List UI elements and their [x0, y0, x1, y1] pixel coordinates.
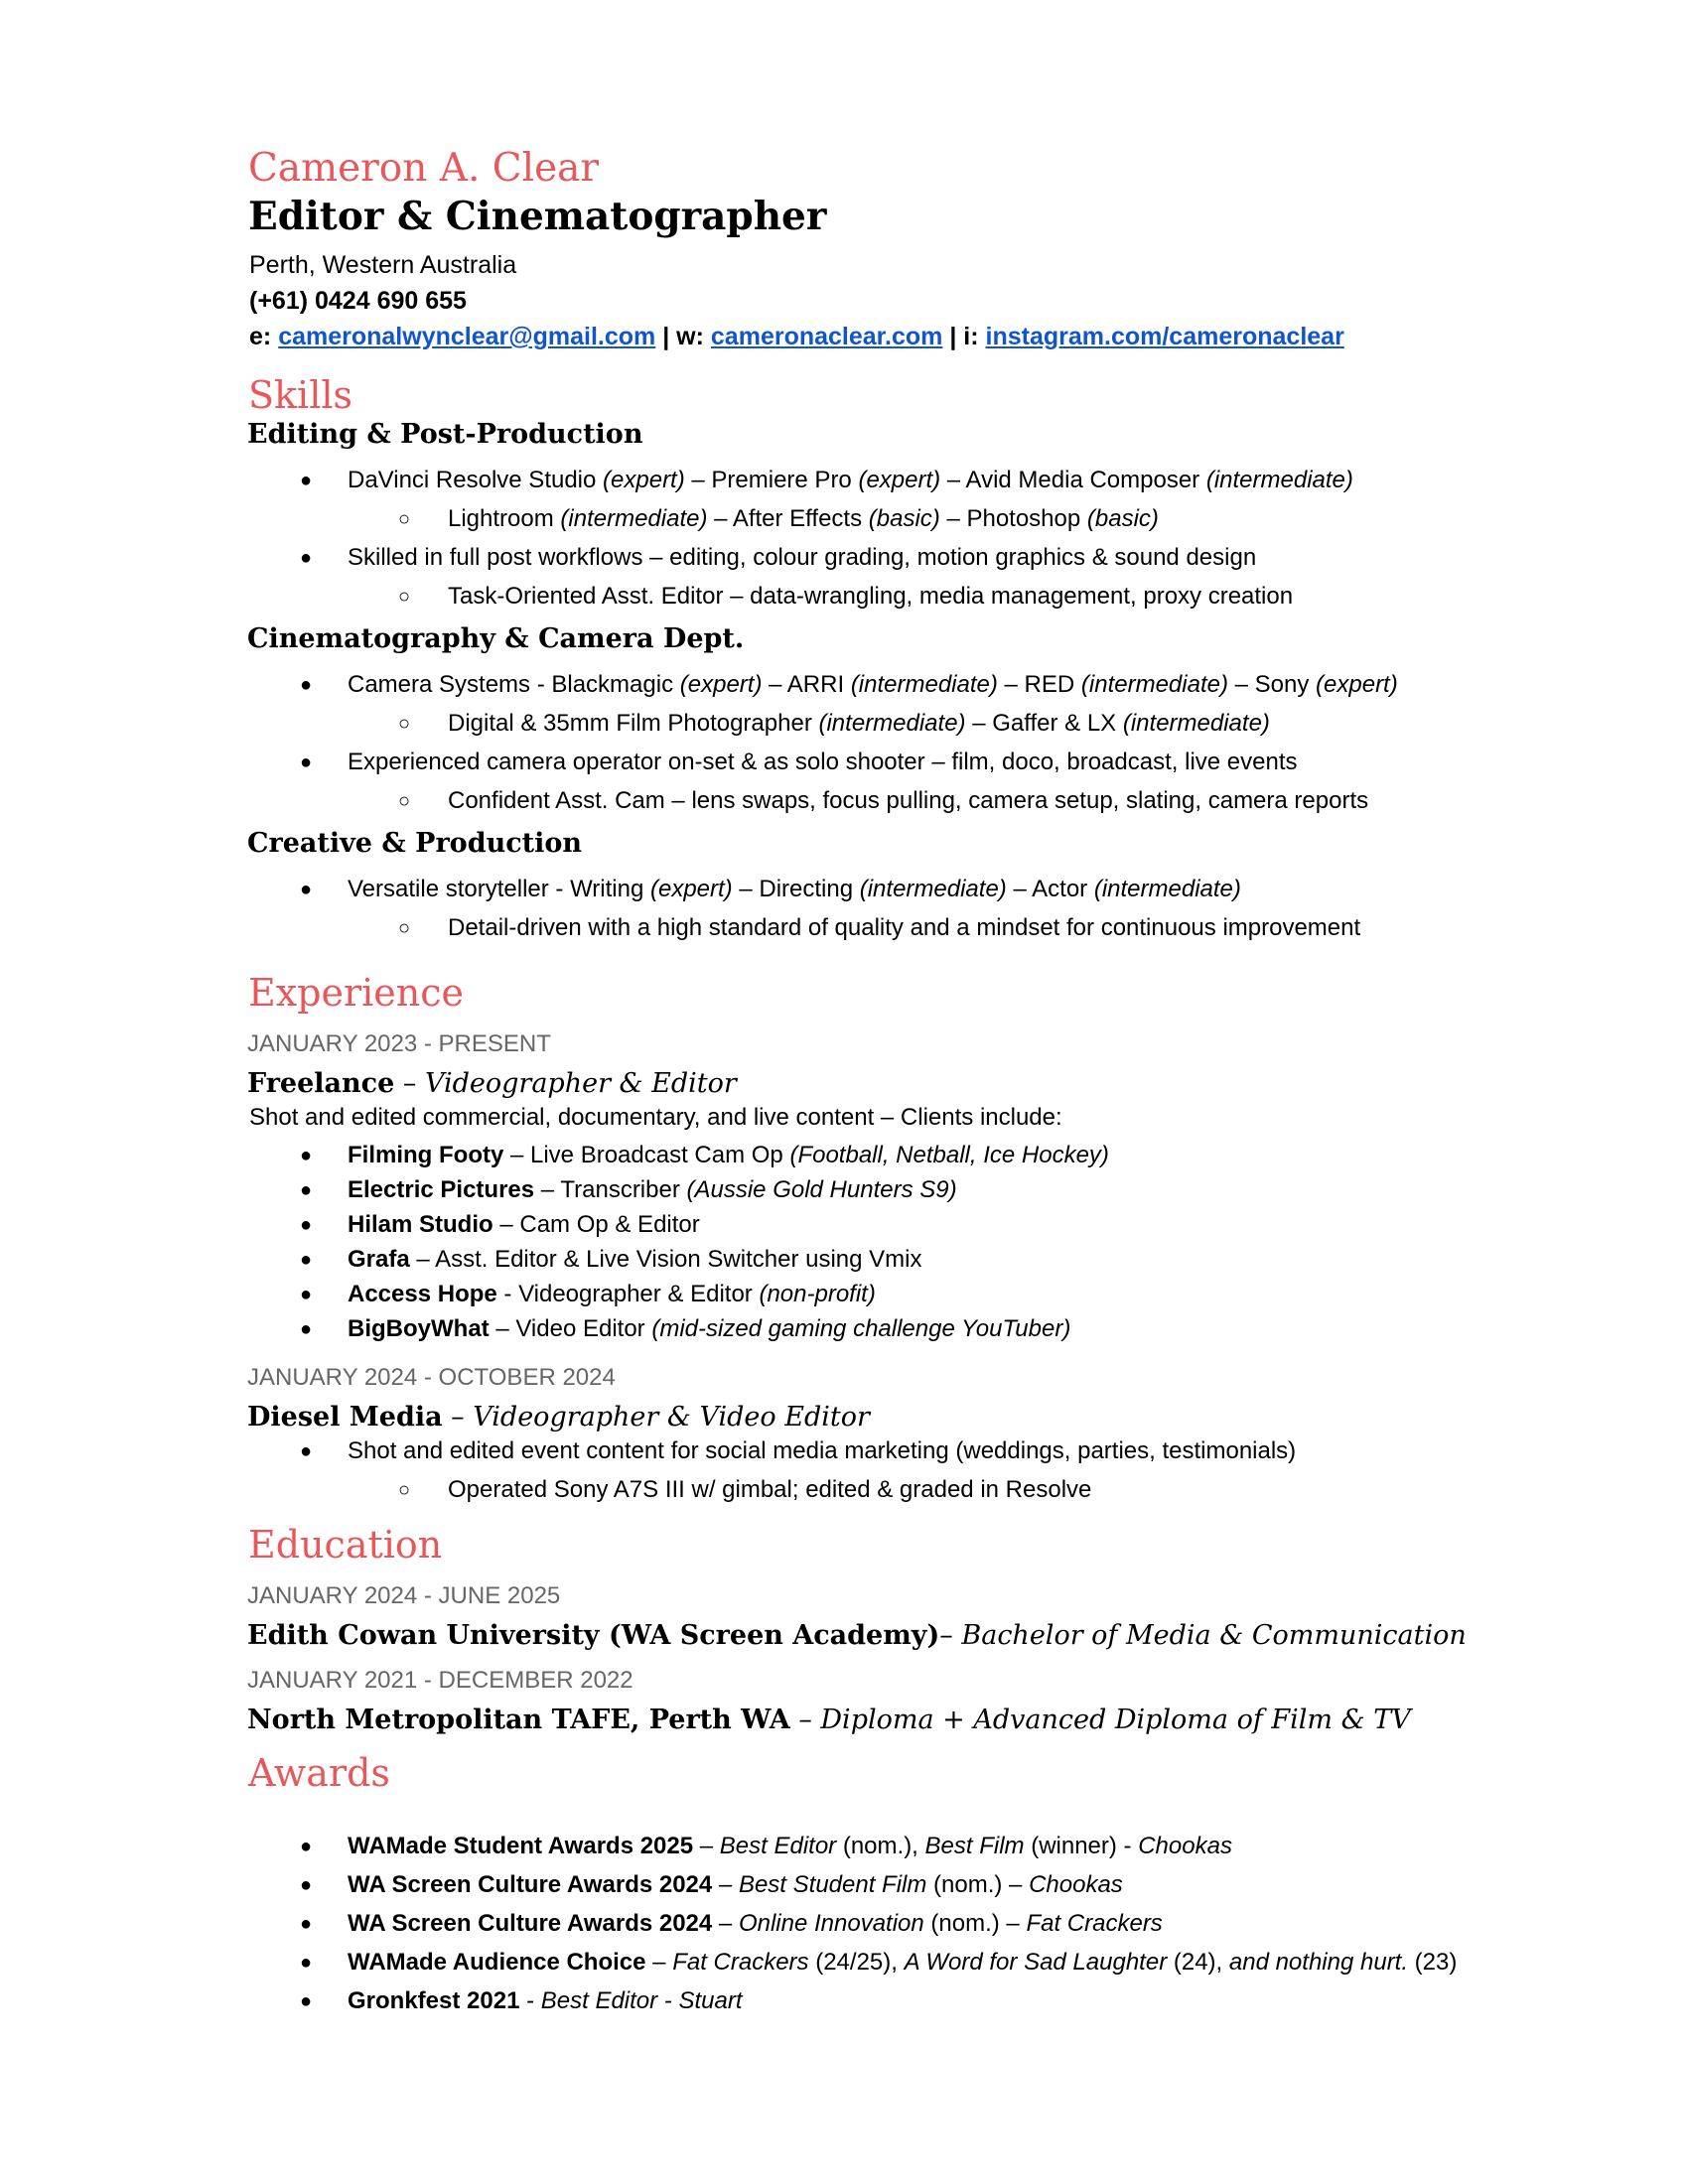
bullet-icon: ●	[300, 1836, 313, 1857]
list-item	[398, 912, 1361, 944]
client-name: BigBoyWhat	[348, 1315, 490, 1342]
award-name: WAMade Audience Choice	[348, 1949, 646, 1976]
skill-text: Confident Asst. Cam – lens swaps, focus pulling, camera setup, slating, camera reports	[448, 787, 1369, 814]
award-text: –	[645, 1949, 673, 1976]
bullet-icon: ●	[300, 751, 313, 773]
skill-text: Camera Systems - Blackmagic	[348, 671, 680, 698]
list-item	[300, 1313, 1071, 1345]
job-title-line	[247, 1400, 870, 1435]
award-name: WAMade Student Awards 2025	[348, 1833, 694, 1859]
separator: –	[394, 1068, 425, 1099]
award-text: (nom.) –	[926, 1871, 1030, 1898]
separator: –	[442, 1402, 474, 1433]
skill-text: Versatile storyteller - Writing	[348, 876, 650, 902]
award-text: -	[519, 1987, 541, 2014]
award-text: (nom.) –	[923, 1910, 1027, 1937]
skill-text: – RED	[997, 671, 1081, 698]
client-role: – Asst. Editor & Live Vision Switcher using Vmix	[409, 1246, 922, 1273]
award-film: A Word for Sad Laughter	[904, 1949, 1168, 1976]
job-dates: JANUARY 2024 - OCTOBER 2024	[247, 1364, 616, 1391]
bullet-icon: ●	[300, 1179, 313, 1201]
skill-text: Digital & 35mm Film Photographer	[448, 710, 819, 737]
skill-level: (intermediate)	[1122, 710, 1270, 737]
skill-text: – Photoshop	[939, 505, 1087, 532]
creative-heading: Creative & Production	[247, 828, 583, 859]
education-dates: JANUARY 2024 - JUNE 2025	[247, 1582, 561, 1609]
list-item	[300, 1140, 1109, 1171]
bullet-icon: ●	[300, 1318, 313, 1340]
client-role: - Videographer & Editor	[496, 1281, 760, 1307]
sub-bullet-icon: ○	[398, 1479, 411, 1501]
award-category: Best Student Film	[738, 1871, 927, 1898]
list-item	[398, 503, 1159, 535]
skill-text: Task-Oriented Asst. Editor – data-wrangling, media management, proxy creation	[448, 583, 1294, 610]
list-item	[398, 581, 1294, 613]
skill-text: Detail-driven with a high standard of quality and a mindset for continuous improvement	[448, 914, 1361, 941]
web-label: | w:	[662, 323, 704, 350]
list-item	[300, 542, 1257, 574]
website-link[interactable]: cameronaclear.com	[710, 323, 943, 350]
skill-level: (intermediate)	[1080, 671, 1228, 698]
skill-level: (expert)	[858, 467, 941, 493]
client-name: Hilam Studio	[348, 1211, 493, 1238]
client-name: Grafa	[348, 1246, 410, 1273]
list-item	[300, 1831, 1232, 1862]
skill-level: (intermediate)	[818, 710, 966, 737]
contact-line	[249, 320, 1344, 353]
skill-level: (expert)	[679, 671, 763, 698]
company: Freelance	[247, 1068, 395, 1099]
experience-heading: Experience	[248, 971, 465, 1015]
skill-text: Experienced camera operator on-set & as solo shooter – film, doco, broadcast, live events	[348, 749, 1298, 775]
award-film: Fat Crackers	[1026, 1910, 1163, 1937]
bullet-icon: ●	[300, 1913, 313, 1935]
award-text: (winner) -	[1024, 1833, 1139, 1859]
award-text: (23)	[1408, 1949, 1458, 1976]
bullet-icon: ●	[300, 879, 313, 900]
client-role: – Video Editor	[489, 1315, 652, 1342]
bullet-icon: ●	[300, 547, 313, 569]
client-name: Filming Footy	[348, 1142, 504, 1168]
separator: –	[939, 1620, 962, 1651]
client-note: (mid-sized gaming challenge YouTuber)	[651, 1315, 1071, 1342]
list-item	[300, 669, 1398, 701]
sub-bullet-icon: ○	[398, 508, 411, 530]
client-note: (Football, Netball, Ice Hockey)	[789, 1142, 1109, 1168]
phone: (+61) 0424 690 655	[249, 287, 467, 315]
client-role: – Cam Op & Editor	[492, 1211, 700, 1238]
skill-text: – ARRI	[762, 671, 851, 698]
job-dates: JANUARY 2023 - PRESENT	[247, 1030, 551, 1057]
client-role: – Transcriber	[534, 1176, 687, 1203]
client-role: – Live Broadcast Cam Op	[503, 1142, 790, 1168]
list-item	[300, 1985, 743, 2017]
email-label: e:	[249, 323, 272, 350]
skill-level: (expert)	[649, 876, 733, 902]
instagram-label: | i:	[949, 323, 979, 350]
list-item	[300, 1947, 1458, 1979]
degree: Diploma + Advanced Diploma of Film & TV	[820, 1705, 1411, 1735]
award-text: –	[693, 1833, 720, 1859]
sub-bullet-icon: ○	[398, 917, 411, 939]
camera-heading: Cinematography & Camera Dept.	[247, 623, 745, 654]
skill-text: – After Effects	[707, 505, 869, 532]
award-category: Best Editor	[719, 1833, 837, 1859]
list-item	[398, 1474, 1092, 1506]
skill-text: – Gaffer & LX	[965, 710, 1123, 737]
job-title-line	[247, 1066, 737, 1102]
sub-bullet-icon: ○	[398, 586, 411, 608]
bullet-icon: ●	[300, 1874, 313, 1896]
candidate-name: Cameron A. Clear	[248, 146, 600, 191]
list-item	[300, 874, 1241, 905]
list-item	[300, 1209, 700, 1241]
skill-text: DaVinci Resolve Studio	[348, 467, 604, 493]
location: Perth, Western Australia	[249, 251, 517, 279]
bullet-icon: ●	[300, 1440, 313, 1462]
role: Videographer & Editor	[424, 1068, 737, 1099]
award-film: Fat Crackers	[672, 1949, 809, 1976]
list-item	[300, 465, 1353, 496]
award-text: –	[712, 1910, 739, 1937]
award-text: (nom.),	[836, 1833, 925, 1859]
list-item	[300, 1279, 876, 1310]
role: Videographer & Video Editor	[473, 1402, 870, 1433]
editing-heading: Editing & Post-Production	[247, 419, 643, 450]
award-name: Gronkfest 2021	[348, 1987, 520, 2014]
separator: –	[789, 1705, 821, 1735]
skill-text: – Directing	[732, 876, 860, 902]
bullet-icon: ●	[300, 674, 313, 696]
bullet-icon: ●	[300, 1284, 313, 1305]
job-summary: Shot and edited commercial, documentary, and live content – Clients include:	[249, 1104, 1062, 1131]
bullet-icon: ●	[300, 1214, 313, 1236]
skill-level: (basic)	[868, 505, 940, 532]
list-item	[300, 1908, 1163, 1940]
skill-level: (intermediate)	[560, 505, 708, 532]
list-item	[300, 747, 1298, 778]
skill-text: – Avid Media Composer	[940, 467, 1206, 493]
skill-level: (intermediate)	[1205, 467, 1353, 493]
email-link[interactable]: cameronalwynclear@gmail.com	[278, 323, 656, 350]
award-name: WA Screen Culture Awards 2024	[348, 1871, 713, 1898]
skill-level: (intermediate)	[1093, 876, 1241, 902]
awards-heading: Awards	[248, 1751, 390, 1795]
award-text: (24),	[1167, 1949, 1229, 1976]
list-item	[398, 708, 1270, 740]
client-note: (non-profit)	[759, 1281, 876, 1307]
skill-text: – Actor	[1006, 876, 1094, 902]
skill-text: Skilled in full post workflows – editing, colour grading, motion graphics & sound design	[348, 544, 1257, 571]
education-line	[247, 1703, 1411, 1738]
skill-text: Lightroom	[448, 505, 561, 532]
list-item	[398, 785, 1369, 817]
bullet-icon: ●	[300, 1145, 313, 1166]
client-name: Access Hope	[348, 1281, 497, 1307]
sub-bullet-icon: ○	[398, 790, 411, 812]
list-item	[300, 1244, 922, 1276]
sub-bullet-icon: ○	[398, 713, 411, 735]
skills-heading: Skills	[248, 373, 353, 417]
skill-level: (expert)	[603, 467, 685, 493]
education-line	[247, 1618, 1467, 1654]
bullet-icon: ●	[300, 470, 313, 491]
list-item	[300, 1869, 1123, 1901]
list-item	[300, 1174, 957, 1206]
award-text: (24/25),	[808, 1949, 905, 1976]
award-film: Chookas	[1138, 1833, 1232, 1859]
skill-level: (intermediate)	[850, 671, 998, 698]
award-category: Best Editor - Stuart	[540, 1987, 743, 2014]
school: North Metropolitan TAFE, Perth WA	[247, 1705, 790, 1735]
bullet-icon: ●	[300, 1249, 313, 1271]
skill-text: – Sony	[1227, 671, 1317, 698]
award-film: Chookas	[1029, 1871, 1123, 1898]
company: Diesel Media	[247, 1402, 443, 1433]
skill-text: – Premiere Pro	[684, 467, 859, 493]
client-name: Electric Pictures	[348, 1176, 535, 1203]
award-category: Best Film	[924, 1833, 1025, 1859]
award-category: Online Innovation	[738, 1910, 924, 1937]
award-film: and nothing hurt.	[1228, 1949, 1409, 1976]
bullet-icon: ●	[300, 1952, 313, 1974]
bullet-icon: ●	[300, 1990, 313, 2012]
client-note: (Aussie Gold Hunters S9)	[686, 1176, 957, 1203]
education-dates: JANUARY 2021 - DECEMBER 2022	[247, 1667, 633, 1694]
job-detail: Shot and edited event content for social media marketing (weddings, parties, testimonials)	[348, 1437, 1297, 1464]
award-text: –	[712, 1871, 739, 1898]
list-item	[300, 1435, 1297, 1467]
education-heading: Education	[248, 1523, 443, 1567]
skill-level: (expert)	[1316, 671, 1398, 698]
job-detail: Operated Sony A7S III w/ gimbal; edited & graded in Resolve	[448, 1476, 1092, 1503]
instagram-link[interactable]: instagram.com/cameronaclear	[985, 323, 1344, 350]
degree: Bachelor of Media & Communication	[961, 1620, 1467, 1651]
skill-level: (intermediate)	[859, 876, 1007, 902]
skill-level: (basic)	[1086, 505, 1159, 532]
candidate-title: Editor & Cinematographer	[248, 194, 827, 239]
award-name: WA Screen Culture Awards 2024	[348, 1910, 713, 1937]
school: Edith Cowan University (WA Screen Academy)	[247, 1620, 940, 1651]
